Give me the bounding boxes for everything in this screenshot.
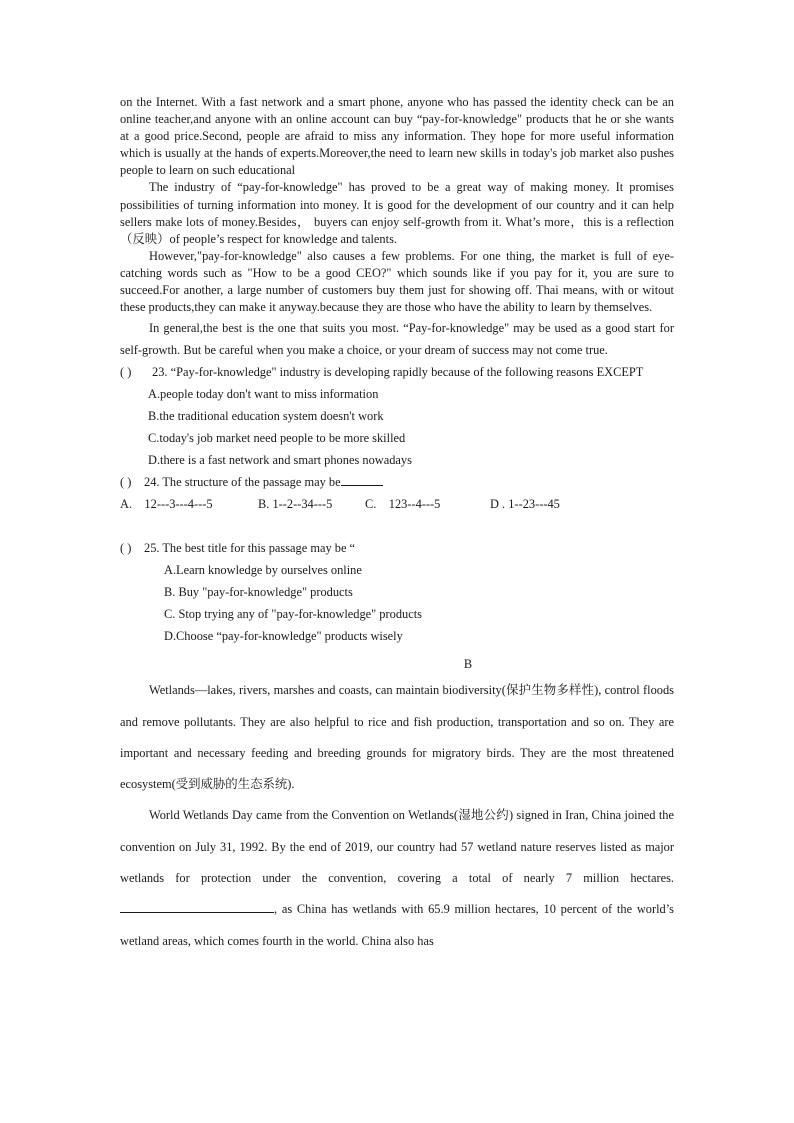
document-page [120,94,674,957]
passage-b-paragraph-1: Wetlands—lakes, rivers, marshes and coasts, can maintain biodiversity(保护生物多样性), control floods and remove pollutants. They are also helpful to rice and fish production, transportation and so on. They are important and necessary feeding and breeding grounds for migratory birds. They are the most threatened ecosystem(受到威胁的生态系统). [120,683,674,792]
question-23 [120,361,674,383]
q23-option-c: C.today's job market need people to be more skilled [148,431,406,446]
passage-a-paragraph-4: In general,the best is the one that suits you most. “Pay-for-knowledge" may be used as a good start for self-growth. But be careful when you make a choice, or your dream of success may not come true. [120,321,674,358]
q23-option-b: B.the traditional education system doesn't work [148,409,384,424]
fill-blank-sentence[interactable] [120,900,274,913]
q24-option-a: A. 12---3---4---5 [120,497,213,512]
fill-blank-24[interactable] [341,473,383,486]
question-23-stem: 23. “Pay-for-knowledge" industry is developing rapidly because of the following reasons EXCEPT [152,365,644,380]
q23-option-d: D.there is a fast network and smart phones nowadays [148,453,412,468]
q24-option-d: D . 1--23---45 [490,497,560,512]
q23-option-a: A.people today don't want to miss information [148,387,379,402]
question-25-stem: 25. The best title for this passage may be “ [144,541,356,556]
passage-b-paragraph-2 [120,800,674,956]
passage-a-paragraph-1: on the Internet. With a fast network and a smart phone, anyone who has passed the identity check can be an online teacher,and anyone with an online account can buy “pay-for-knowledge" products that he or she wants at a good price.Second, people are afraid to miss any information. They hope for more useful information which is usually at the hands of experts.Moreover,the need to learn new skills in today's job market also pushes people to learn on such educational [120,95,674,178]
passage-a-paragraph-3: However,"pay-for-knowledge" also causes a few problems. For one thing, the market is full of eye-catching words such as "How to be a good CEO?" which sounds like if you pay for it, you are sure to succeed.For another, a large number of customers buy them just for showing off. Thai means, with or witout these products,they can make it anyway.because they are those who have the ability to learn by themselves. [120,248,674,315]
answer-blank-24[interactable]: ( ) [120,475,132,490]
spacer [120,515,674,537]
question-25 [120,537,674,559]
q24-option-b: B. 1--2--34---5 [258,497,333,512]
q24-options-row [120,493,674,515]
section-b-label: B [463,657,473,672]
passage-b-paragraph-2-end: , as China has wetlands with 65.9 million hectares, 10 percent of the world’s wetland areas, which comes fourth in the world. China also has [120,902,674,948]
answer-blank-23[interactable]: ( ) [120,365,132,380]
q25-option-b: B. Buy "pay-for-knowledge" products [164,585,353,600]
q25-option-a: A.Learn knowledge by ourselves online [164,563,362,578]
question-24-stem: 24. The structure of the passage may be [144,475,341,490]
question-24 [120,471,674,493]
answer-blank-25[interactable]: ( ) [120,541,132,556]
passage-b-paragraph-2-start: World Wetlands Day came from the Convention on Wetlands(湿地公约) signed in Iran, China joined the convention on July 31, 1992. By the end of 2019, our country had 57 wetland nature reserves listed as major wetlands for protection under the convention, covering a total of nearly 7 million hectares. [120,808,674,885]
passage-a-paragraph-2: The industry of “pay-for-knowledge" has proved to be a great way of making money. It promises possibilities of turning information into money. It is good for the development of our country and it can help sellers make lots of money.Besides， buyers can enjoy self-growth from it. What’s more，this is a reflection （反映）of people’s respect for knowledge and talents. [120,180,674,246]
q24-option-c: C. 123--4---5 [365,497,441,512]
q25-option-d: D.Choose “pay-for-knowledge" products wisely [164,629,403,644]
q25-option-c: C. Stop trying any of "pay-for-knowledge" products [164,607,422,622]
